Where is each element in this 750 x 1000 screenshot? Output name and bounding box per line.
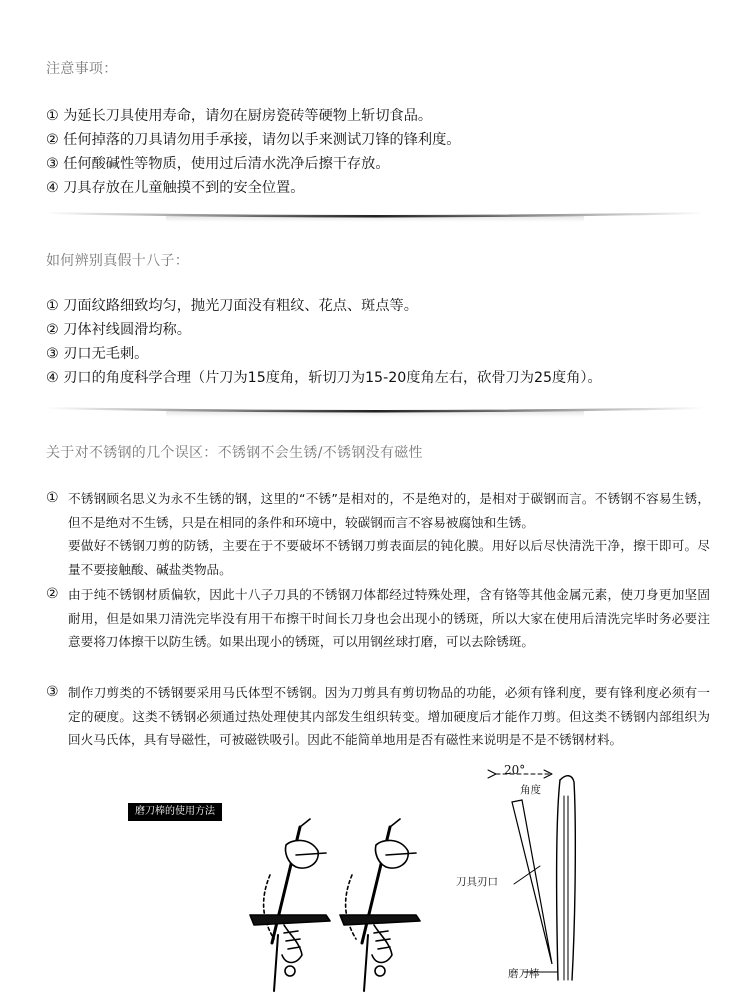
paragraph-text: 不锈钢顾名思义为永不生锈的钢，这里的“不锈”是相对的，不是绝对的，是相对于碳钢而言。不锈钢不容易生锈，但不是绝对不生锈，只是在相同的条件和环境中，较碳钢而言不容易被腐蚀和生锈。 [68,491,710,530]
section-divider [46,209,704,223]
steel-paragraph-2 [46,583,710,654]
rod-label: 磨刀棒 [508,968,540,980]
notice-list [46,104,460,200]
paragraph-text: 制作刀剪类的不锈钢要采用马氏体型不锈钢。因为刀剪具有剪切物品的功能，必须有锋利度，要有锋利度必须有一定的硬度。这类不锈钢必须通过热处理使其内部发生组织转变。增加硬度后才能作刀剪。但这类不锈钢内部组织为回火马氏体，具有导磁性，可被磁铁吸引。因此不能简单地用是否有磁性来说明是不是不锈钢材料。 [68,685,710,747]
list-item: ④ 刃口的角度科学合理（片刀为15度角，斩切刀为15-20度角左右，砍骨刀为25度角）。 [46,370,602,386]
notice-title: 注意事项： [46,61,118,77]
section-divider [46,404,704,418]
steel-paragraph-3 [46,681,710,752]
authentic-title: 如何辨别真假十八子： [46,253,189,269]
steel-paragraph-1b [46,534,710,581]
list-item: ② 任何掉落的刀具请勿用手承接，请勿以手来测试刀锋的锋利度。 [46,132,461,148]
edge-label: 刀具刃口 [456,876,498,888]
paragraph-text: 要做好不锈钢刀剪的防锈，主要在于不要破坏不锈钢刀剪表面层的钝化膜。用好以后尽快清洗干净，擦干即可。尽量不要接触酸、碱盐类物品。 [68,538,710,577]
list-item: ③ 刃口无毛刺。 [46,346,149,362]
list-item: ① 为延长刀具使用寿命，请勿在厨房瓷砖等硬物上斩切食品。 [46,108,433,124]
steel-title: 关于对不锈钢的几个误区：不锈钢不会生锈/不锈钢没有磁性 [46,445,423,461]
list-item: ② 刀体衬线圆滑均称。 [46,322,191,338]
list-item: ③ 任何酸碱性等物质，使用过后清水洗净后擦干存放。 [46,156,390,172]
figure-label: 磨刀棒的使用方法 [128,803,222,821]
angle-value: 20° [504,763,526,777]
sharpening-hands-illustration [230,815,440,995]
authentic-list [46,294,602,390]
angle-label: 角度 [520,784,541,796]
paragraph-number: ① [46,490,59,506]
list-item: ① 刀面纹路细致均匀，抛光刀面没有粗纹、花点、斑点等。 [46,298,418,314]
list-item: ④ 刀具存放在儿童触摸不到的安全位置。 [46,180,305,196]
paragraph-number: ② [46,586,59,602]
paragraph-text: 由于纯不锈钢材质偏软，因此十八子刀具的不锈钢刀体都经过特殊处理，含有铬等其他金属元素，使刀身更加坚固耐用，但是如果刀清洗完毕没有用干布擦干时间长刀身也会出现小的锈斑，所以大家在使用后清洗完毕时务必要注意要将刀体擦干以防生锈。如果出现小的锈斑，可以用钢丝球打磨，可以去除锈斑。 [68,587,710,649]
paragraph-number: ③ [46,684,59,700]
steel-paragraph-1 [46,487,710,534]
